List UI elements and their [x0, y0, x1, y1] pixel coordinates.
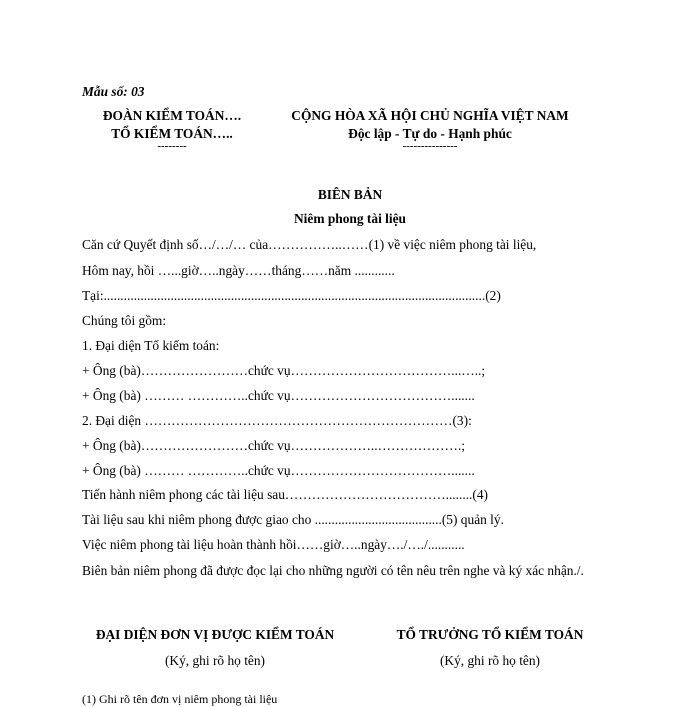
form-number: Mẫu số: 03 — [82, 84, 145, 99]
document-subtitle: Niêm phong tài liệu — [294, 211, 406, 226]
body-line-completion: Việc niêm phong tài liệu hoàn thành hồi……giờ…..ngày…./…./........... — [82, 537, 465, 552]
header-left-rule: -------- — [157, 140, 187, 152]
body-line-representative: 2. Đại diện ……………………………………………………………(3): — [82, 413, 472, 428]
header-right-line1: CỘNG HÒA XÃ HỘI CHỦ NGHĨA VIỆT NAM — [291, 108, 569, 123]
body-line-rep-member-2: + Ông (bà) ……… …………..chức vụ………………………………....... — [82, 463, 475, 478]
body-line-handover: Tài liệu sau khi niêm phong được giao cho ......................................(5) quản lý. — [82, 512, 504, 527]
body-line-audit-member-1: + Ông (bà)……………………chức vụ………………………………...…..; — [82, 363, 486, 378]
signature-right-title: TỔ TRƯỞNG TỔ KIỂM TOÁN — [396, 627, 584, 642]
footnote-partial: (1) Ghi rõ tên đơn vị niêm phong tài liệu — [82, 692, 278, 706]
header-left-line2: TỔ KIỂM TOÁN….. — [111, 126, 233, 141]
header-left-line1: ĐOÀN KIỂM TOÁN…. — [102, 108, 242, 123]
body-line-location: Tại:..................................................................................................................(2) — [82, 288, 501, 303]
header-right-rule: --------------- — [402, 140, 458, 152]
body-line-date: Hôm nay, hồi …...giờ…..ngày……tháng……năm ............ — [82, 263, 395, 278]
body-line-audit-member-2: + Ông (bà) ……… …………..chức vụ………………………………....... — [82, 388, 475, 403]
body-line-members: Chúng tôi gồm: — [82, 313, 167, 328]
body-line-audit-team: 1. Đại diện Tổ kiểm toán: — [82, 338, 220, 353]
body-line-rep-member-1: + Ông (bà)……………………chức vụ………………..……………….; — [82, 438, 466, 453]
body-line-documents: Tiến hành niêm phong các tài liệu sau………………………………........(4) — [82, 487, 489, 502]
header-right-line2: Độc lập - Tự do - Hạnh phúc — [348, 126, 512, 141]
signature-left-note: (Ký, ghi rõ họ tên) — [164, 653, 266, 668]
body-line-legal-basis: Căn cứ Quyết định số…/…/… của……………..……(1) về việc niêm phong tài liệu, — [82, 237, 537, 252]
document-title: BIÊN BẢN — [317, 187, 383, 202]
signature-left-title: ĐẠI DIỆN ĐƠN VỊ ĐƯỢC KIỂM TOÁN — [95, 627, 335, 642]
signature-right-note: (Ký, ghi rõ họ tên) — [439, 653, 541, 668]
body-line-confirmation: Biên bản niêm phong đã được đọc lại cho những người có tên nêu trên nghe và ký xác nhận./. — [82, 563, 584, 578]
